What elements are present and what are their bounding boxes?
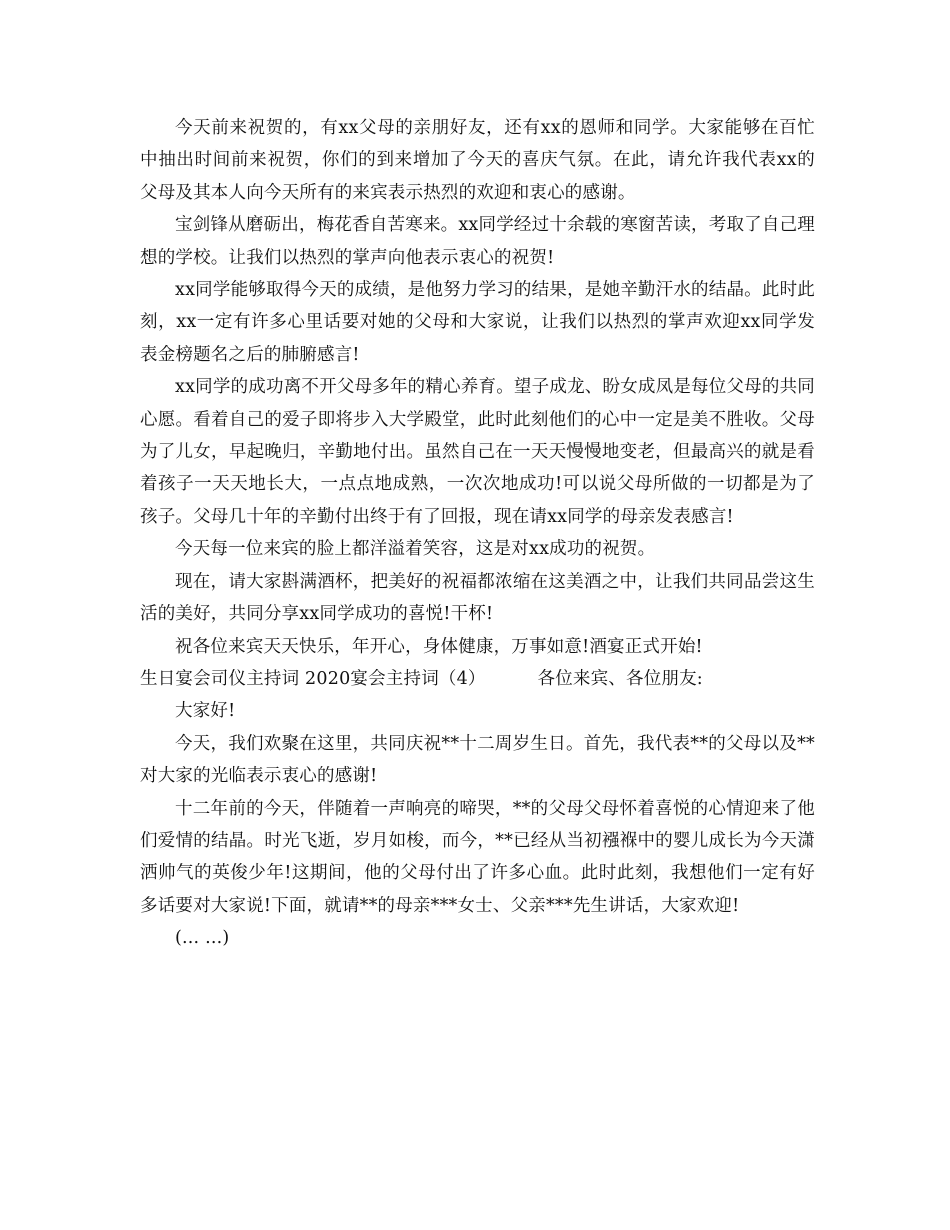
- paragraph: 宝剑锋从磨砺出，梅花香自苦寒来。xx同学经过十余载的寒窗苦读，考取了自己理想的学校。让我们以热烈的掌声向他表示衷心的祝贺!: [140, 215, 815, 268]
- paragraph: 今天前来祝贺的，有xx父母的亲朋好友，还有xx的恩师和同学。大家能够在百忙中抽出时间前来祝贺，你们的到来增加了今天的喜庆气氛。在此，请允许我代表xx的父母及其本人向今天所有的来宾表示热烈的欢迎和衷心的感谢。: [140, 118, 815, 203]
- paragraph: 现在，请大家斟满酒杯，把美好的祝福都浓缩在这美酒之中，让我们共同品尝这生活的美好，共同分享xx同学成功的喜悦!干杯!: [140, 571, 815, 625]
- paragraph: 大家好!: [175, 701, 236, 722]
- paragraph: xx同学的成功离不开父母多年的精心养育。望子成龙、盼女成凤是每位父母的共同心愿。看着自己的爱子即将步入大学殿堂，此时此刻他们的心中一定是美不胜收。父母为了儿女，早起晚归，辛勤地付出。虽然自己在一天天慢慢地变老，但最高兴的就是看着孩子一天天地长大，一点点地成熟，一次次地成功!可以说父母所做的一切都是为了孩子。父母几十年的辛勤付出终于有了回报，现在请xx同学的母亲发表感言!: [140, 377, 815, 527]
- paragraph: xx同学能够取得今天的成绩，是他努力学习的结果，是她辛勤汗水的结晶。此时此刻，xx一定有许多心里话要对她的父母和大家说，让我们以热烈的掌声欢迎xx同学发表金榜题名之后的肺腑感言!: [140, 280, 815, 365]
- document-body: [140, 112, 815, 955]
- paragraph: 祝各位来宾天天快乐，年开心，身体健康，万事如意!酒宴正式开始!: [175, 636, 703, 657]
- paragraph: 今天，我们欢聚在这里，共同庆祝**十二周岁生日。首先，我代表**的父母以及**对大家的光临表示衷心的感谢!: [140, 733, 815, 787]
- paragraph: 今天每一位来宾的脸上都洋溢着笑容，这是对xx成功的祝贺。: [175, 539, 656, 560]
- paragraph: 十二年前的今天，伴随着一声响亮的啼哭，**的父母父母怀着喜悦的心情迎来了他们爱情的结晶。时光飞逝，岁月如梭，而今，**已经从当初襁褓中的婴儿成长为今天潇洒帅气的英俊少年!这期间，他的父母付出了许多心血。此时此刻，我想他们一定有好多话要对大家说!下面，就请**的母亲***女士、父亲***先生讲话，大家欢迎!: [140, 798, 815, 916]
- section-heading: 生日宴会司仪主持词 2020宴会主持词（4） 各位来宾、各位朋友:: [140, 668, 703, 689]
- paragraph: (... ...): [175, 928, 230, 949]
